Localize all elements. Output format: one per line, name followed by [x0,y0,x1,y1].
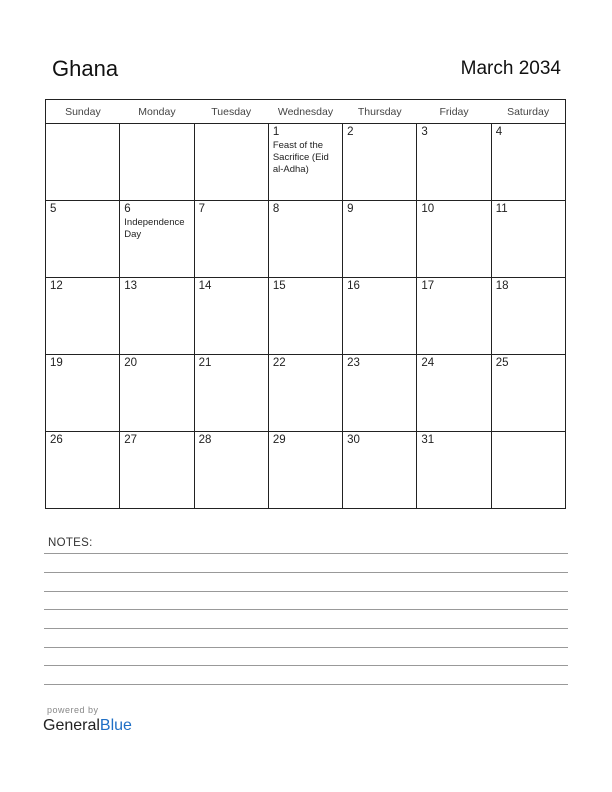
day-cell [417,355,491,432]
holiday-event: Feast of the Sacrifice (Eid al-Adha) [272,140,329,175]
day-number: 16 [347,280,360,292]
day-cell [343,432,417,509]
day-cell [120,278,194,355]
logo-general-text: General [43,717,100,734]
day-number: 23 [347,357,360,369]
day-cell [491,124,565,201]
note-line [44,647,568,648]
day-number: 13 [124,280,138,292]
day-number: 17 [421,280,435,292]
generalblue-logo[interactable] [43,717,132,735]
day-cell [268,432,342,509]
day-number: 5 [50,203,57,215]
weekday-wednesday: Wednesday [268,100,342,124]
day-cell [417,201,491,278]
day-cell [46,432,120,509]
day-cell [268,278,342,355]
day-cell [343,355,417,432]
calendar-grid [45,99,566,509]
country-title: Ghana [52,56,119,81]
day-cell [417,278,491,355]
day-number: 8 [272,203,280,215]
day-cell [194,201,268,278]
day-cell [120,355,194,432]
day-cell [417,124,491,201]
day-cell [343,124,417,201]
day-number: 26 [50,434,63,446]
day-cell [343,201,417,278]
day-cell [491,278,565,355]
day-number: 20 [124,357,138,369]
day-number: 9 [347,203,354,215]
holiday-event: Independence Day [124,217,185,240]
day-number: 25 [495,357,509,369]
weekday-monday: Monday [120,100,194,124]
day-cell [46,201,120,278]
day-number: 1 [272,126,280,138]
day-cell [268,201,342,278]
logo-blue-text: Blue [99,717,132,734]
day-number: 3 [421,126,428,138]
weekday-header-row [46,100,566,124]
weekday-tuesday: Tuesday [194,100,268,124]
day-number: 22 [272,357,286,369]
powered-by-text: powered by [47,705,99,715]
day-number: 12 [50,280,63,292]
day-number: 29 [272,434,286,446]
note-line [44,572,568,573]
note-line [44,665,568,666]
day-cell [194,124,268,201]
day-cell [417,432,491,509]
day-cell [120,432,194,509]
day-cell [120,201,194,278]
day-cell [491,201,565,278]
day-number: 21 [198,357,212,369]
day-cell [46,355,120,432]
day-number: 15 [272,280,286,292]
day-number: 11 [495,203,508,215]
day-number: 6 [124,203,131,215]
note-line [44,609,568,610]
month-title: March 2034 [460,58,561,79]
week-row [46,124,566,201]
day-number: 7 [198,203,205,215]
day-number: 28 [198,434,212,446]
day-number: 14 [198,280,212,292]
note-line [44,553,568,554]
week-row [46,201,566,278]
weekday-friday: Friday [417,100,491,124]
note-line [44,684,568,685]
day-number: 4 [495,126,503,138]
day-cell [194,278,268,355]
day-cell [194,432,268,509]
day-cell [46,278,120,355]
weekday-saturday: Saturday [491,100,565,124]
day-number: 18 [495,280,509,292]
day-number: 30 [347,434,360,446]
week-row [46,278,566,355]
weekday-thursday: Thursday [343,100,417,124]
day-number: 31 [421,434,435,446]
day-cell [491,355,565,432]
day-cell [120,124,194,201]
day-number: 27 [124,434,138,446]
note-line [44,628,568,629]
day-cell [46,124,120,201]
day-cell [268,355,342,432]
day-cell [268,124,342,201]
day-number: 24 [421,357,435,369]
notes-label: NOTES: [48,537,93,549]
day-cell [491,432,565,509]
day-number: 19 [50,357,63,369]
week-row [46,432,566,509]
day-number: 10 [421,203,435,215]
day-number: 2 [347,126,354,138]
day-cell [343,278,417,355]
weekday-sunday: Sunday [46,100,120,124]
day-cell [194,355,268,432]
week-row [46,355,566,432]
note-line [44,591,568,592]
